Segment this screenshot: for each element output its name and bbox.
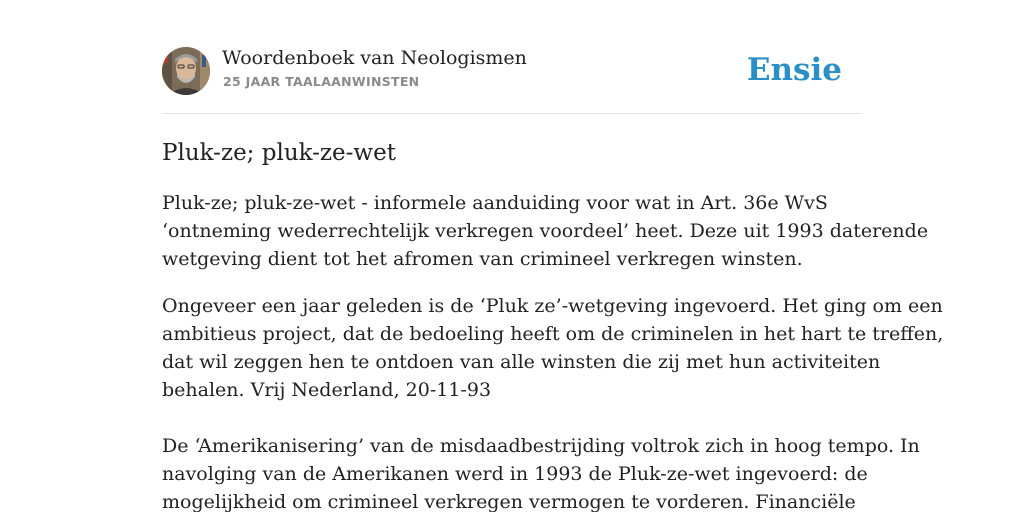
author-avatar[interactable] xyxy=(162,47,210,95)
blog-title[interactable]: Woordenboek van Neologismen xyxy=(222,47,527,69)
text-line: dat wil zeggen hen te ontdoen van alle winsten die zij met hun activiteiten xyxy=(162,351,881,373)
text-line: behalen. Vrij Nederland, 20-11-93 xyxy=(162,379,492,401)
entry-definition-paragraph xyxy=(162,189,929,273)
ensie-logo[interactable]: Ensie xyxy=(746,52,842,88)
blog-header xyxy=(162,46,862,96)
text-line: Pluk-ze; pluk-ze-wet - informele aanduiding voor wat in Art. 36e WvS xyxy=(162,192,828,214)
text-line: mogelijkheid om crimineel verkregen vermogen te vorderen. Financiële xyxy=(162,491,856,512)
text-line: Ongeveer een jaar geleden is de ‘Pluk ze’-wetgeving ingevoerd. Het ging om een xyxy=(162,295,943,317)
author-portrait-icon xyxy=(162,47,210,95)
entry-title: Pluk-ze; pluk-ze-wet xyxy=(162,140,396,166)
entry-quote-paragraph xyxy=(162,292,944,404)
text-line: wetgeving dient tot het afromen van crimineel verkregen winsten. xyxy=(162,248,803,270)
header-divider xyxy=(162,113,862,114)
entry-quote-paragraph xyxy=(162,432,920,512)
text-line: De ‘Amerikanisering’ van de misdaadbestrijding voltrok zich in hoog tempo. In xyxy=(162,435,920,457)
text-line: navolging van de Amerikanen werd in 1993 de Pluk-ze-wet ingevoerd: de xyxy=(162,463,868,485)
blog-subtitle: 25 JAAR TAALAANWINSTEN xyxy=(223,74,420,89)
text-line: ambitieus project, dat de bedoeling heeft om de criminelen in het hart te treffen, xyxy=(162,323,944,345)
text-line: ‘ontneming wederrechtelijk verkregen voordeel’ heet. Deze uit 1993 daterende xyxy=(162,220,929,242)
